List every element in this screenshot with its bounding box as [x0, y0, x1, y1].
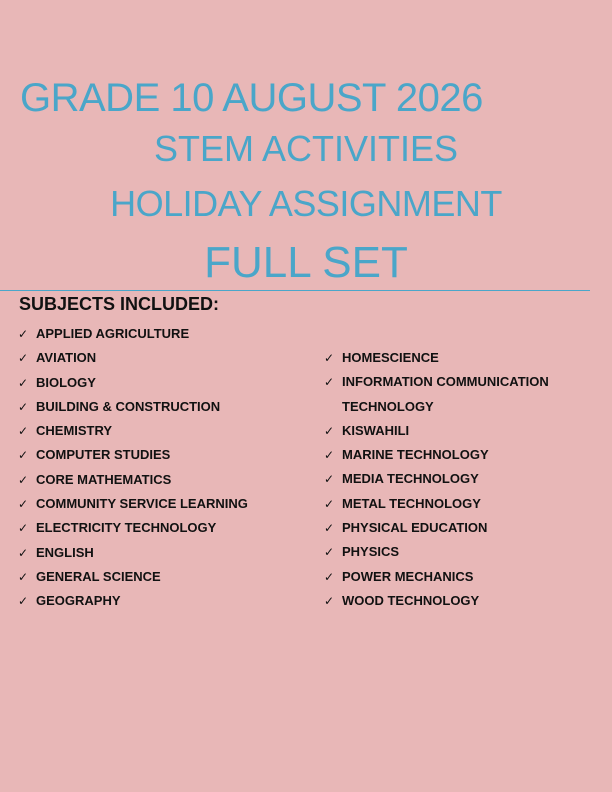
check-icon: ✓	[324, 375, 335, 390]
subject-item	[324, 569, 549, 593]
title-line-2: STEM ACTIVITIES	[153, 128, 459, 169]
subject-label: CHEMISTRY	[36, 423, 113, 439]
subject-item	[324, 593, 549, 617]
subject-item	[18, 520, 248, 544]
check-icon: ✓	[324, 472, 335, 487]
subject-item	[324, 374, 549, 398]
check-icon: ✓	[18, 521, 29, 536]
check-icon: ✓	[18, 424, 29, 439]
subject-label: PHYSICAL EDUCATION	[342, 520, 488, 536]
check-icon: ✓	[324, 448, 335, 463]
subject-label: WOOD TECHNOLOGY	[342, 592, 480, 608]
subject-label: MEDIA TECHNOLOGY	[342, 471, 479, 487]
subject-label: ENGLISH	[36, 544, 94, 560]
subject-item	[324, 399, 549, 423]
subject-item	[18, 593, 248, 617]
subject-item	[18, 545, 248, 569]
check-icon: ✓	[324, 496, 335, 511]
subject-item	[324, 544, 549, 568]
subjects-heading: SUBJECTS INCLUDED:	[19, 294, 220, 314]
title-line-3: HOLIDAY ASSIGNMENT	[110, 183, 502, 224]
subject-label: POWER MECHANICS	[342, 568, 474, 584]
check-icon: ✓	[18, 497, 29, 512]
subjects-list-left	[18, 326, 248, 618]
subject-label: ELECTRICITY TECHNOLOGY	[36, 520, 217, 536]
check-icon: ✓	[18, 545, 29, 560]
check-icon: ✓	[18, 351, 29, 366]
subject-label: APPLIED AGRICULTURE	[36, 326, 190, 341]
subject-item	[18, 399, 248, 423]
subject-item	[324, 447, 549, 471]
subject-label: KISWAHILI	[342, 422, 410, 438]
subject-label: GEOGRAPHY	[36, 593, 121, 609]
subject-label: CORE MATHEMATICS	[36, 471, 172, 487]
subject-label: COMPUTER STUDIES	[36, 447, 171, 463]
subject-item	[324, 520, 549, 544]
subject-item	[324, 423, 549, 447]
subject-label: BUILDING & CONSTRUCTION	[36, 398, 221, 414]
check-icon: ✓	[324, 593, 335, 608]
subject-item	[18, 447, 248, 471]
subject-item	[324, 496, 549, 520]
check-icon: ✓	[18, 569, 29, 584]
subject-label: TECHNOLOGY	[342, 398, 434, 414]
subject-item	[18, 496, 248, 520]
check-icon: ✓	[324, 351, 335, 365]
subject-item	[18, 472, 248, 496]
check-icon: ✓	[324, 521, 335, 536]
check-icon: ✓	[18, 594, 29, 609]
subject-label: INFORMATION COMMUNICATION	[342, 374, 549, 390]
check-icon: ✓	[18, 399, 29, 414]
check-icon: ✓	[324, 569, 335, 584]
check-icon: ✓	[18, 448, 29, 463]
check-icon: ✓	[18, 327, 29, 341]
check-icon: ✓	[324, 423, 335, 438]
check-icon: ✓	[18, 375, 29, 390]
check-icon: ✓	[18, 472, 29, 487]
divider-rule	[0, 290, 590, 291]
title-line-4: FULL SET	[204, 238, 408, 287]
subject-label: BIOLOGY	[36, 374, 96, 390]
subjects-list-right	[324, 350, 549, 617]
subject-label: PHYSICS	[342, 544, 400, 560]
check-icon: ✓	[324, 545, 335, 560]
title-line-1: GRADE 10 AUGUST 2026	[20, 76, 483, 120]
subject-item	[18, 350, 248, 374]
subject-item	[18, 569, 248, 593]
subject-label: METAL TECHNOLOGY	[342, 495, 481, 511]
subject-item	[18, 326, 248, 350]
subject-item	[18, 423, 248, 447]
subject-label: AVIATION	[36, 350, 97, 366]
subject-label: HOMESCIENCE	[342, 350, 439, 365]
subject-item	[18, 375, 248, 399]
subject-label: MARINE TECHNOLOGY	[342, 447, 489, 463]
subject-label: COMMUNITY SERVICE LEARNING	[36, 496, 248, 512]
subject-item	[324, 471, 549, 495]
subject-label: GENERAL SCIENCE	[36, 568, 161, 584]
subject-item	[324, 350, 549, 374]
